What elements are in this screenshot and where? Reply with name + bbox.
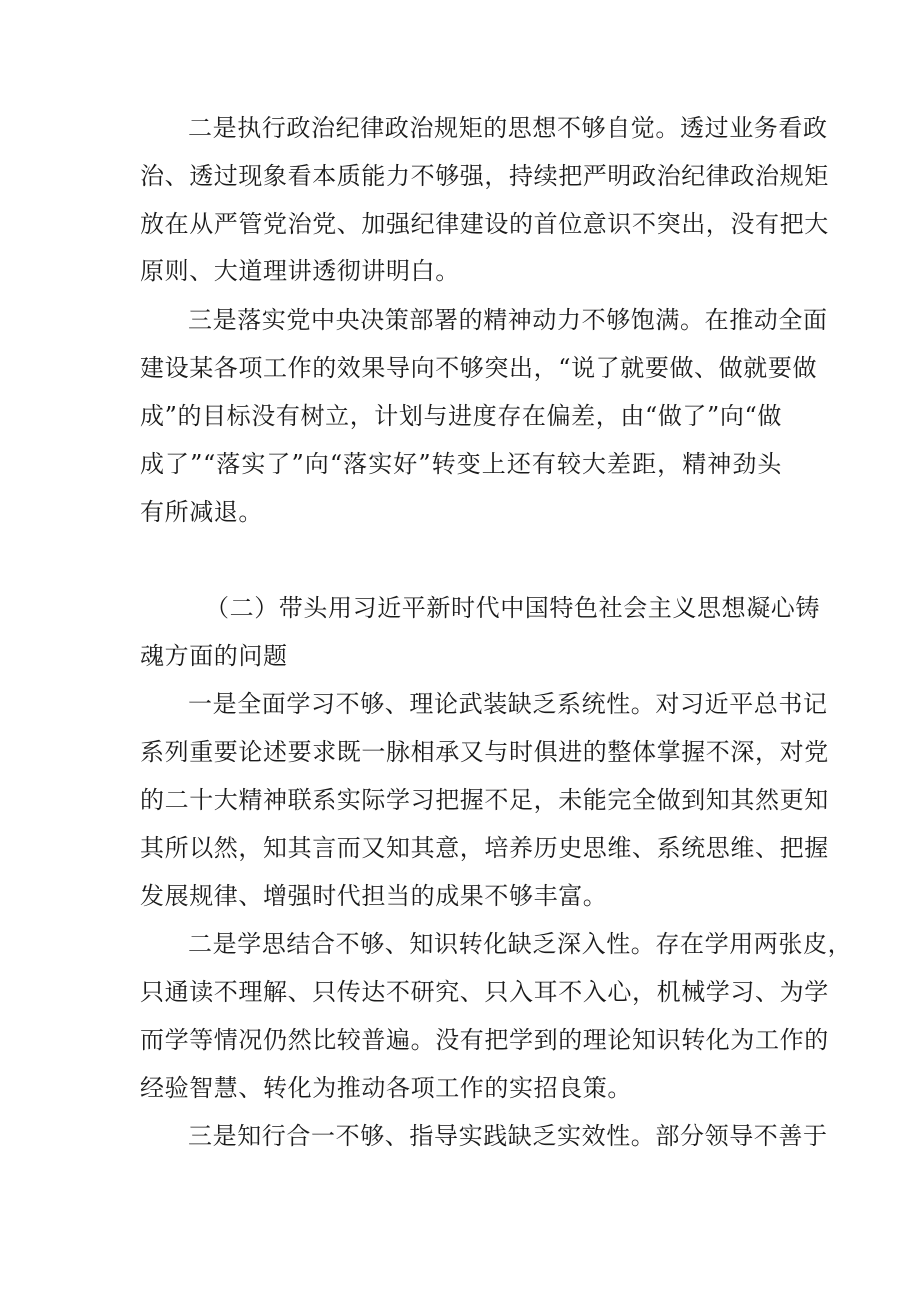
paragraph-line: 一是全面学习不够、理论武装缺乏系统性。对习近平总书记 bbox=[188, 690, 828, 718]
paragraph-line: 系列重要论述要求既一脉相承又与时俱进的整体掌握不深，对党 bbox=[140, 738, 829, 766]
paragraph-line: 二是学思结合不够、知识转化缺乏深入性。存在学用两张皮， bbox=[188, 930, 853, 958]
paragraph-line: 有所减退。 bbox=[140, 498, 263, 526]
paragraph-line: 二是执行政治纪律政治规矩的思想不够自觉。透过业务看政 bbox=[188, 114, 828, 142]
paragraph-line: 其所以然，知其言而又知其意，培养历史思维、系统思维、把握 bbox=[140, 834, 829, 862]
paragraph-line: 成了”“落实了”向“落实好”转变上还有较大差距，精神劲头 bbox=[140, 450, 782, 478]
section-heading-line: 魂方面的问题 bbox=[140, 642, 288, 670]
paragraph-line: 治、透过现象看本质能力不够强，持续把严明政治纪律政治规矩 bbox=[140, 162, 829, 190]
paragraph-line: 只通读不理解、只传达不研究、只入耳不入心，机械学习、为学 bbox=[140, 978, 829, 1006]
paragraph-line: 而学等情况仍然比较普遍。没有把学到的理论知识转化为工作的 bbox=[140, 1026, 829, 1054]
paragraph-line: 放在从严管党治党、加强纪律建设的首位意识不突出，没有把大 bbox=[140, 210, 829, 238]
paragraph-line: 原则、大道理讲透彻讲明白。 bbox=[140, 257, 460, 285]
paragraph-line: 经验智慧、转化为推动各项工作的实招良策。 bbox=[140, 1074, 632, 1102]
paragraph-line: 三是知行合一不够、指导实践缺乏实效性。部分领导不善于 bbox=[188, 1122, 828, 1150]
paragraph-line: 的二十大精神联系实际学习把握不足，未能完全做到知其然更知 bbox=[140, 786, 829, 814]
section-heading-line: （二）带头用习近平新时代中国特色社会主义思想凝心铸 bbox=[205, 594, 820, 622]
paragraph-line: 三是落实党中央决策部署的精神动力不够饱满。在推动全面 bbox=[188, 306, 828, 334]
paragraph-line: 发展规律、增强时代担当的成果不够丰富。 bbox=[140, 882, 608, 910]
paragraph-line: 建设某各项工作的效果导向不够突出，“说了就要做、做就要做 bbox=[140, 354, 818, 382]
paragraph-line: 成”的目标没有树立，计划与进度存在偏差，由“做了”向“做 bbox=[140, 402, 782, 430]
